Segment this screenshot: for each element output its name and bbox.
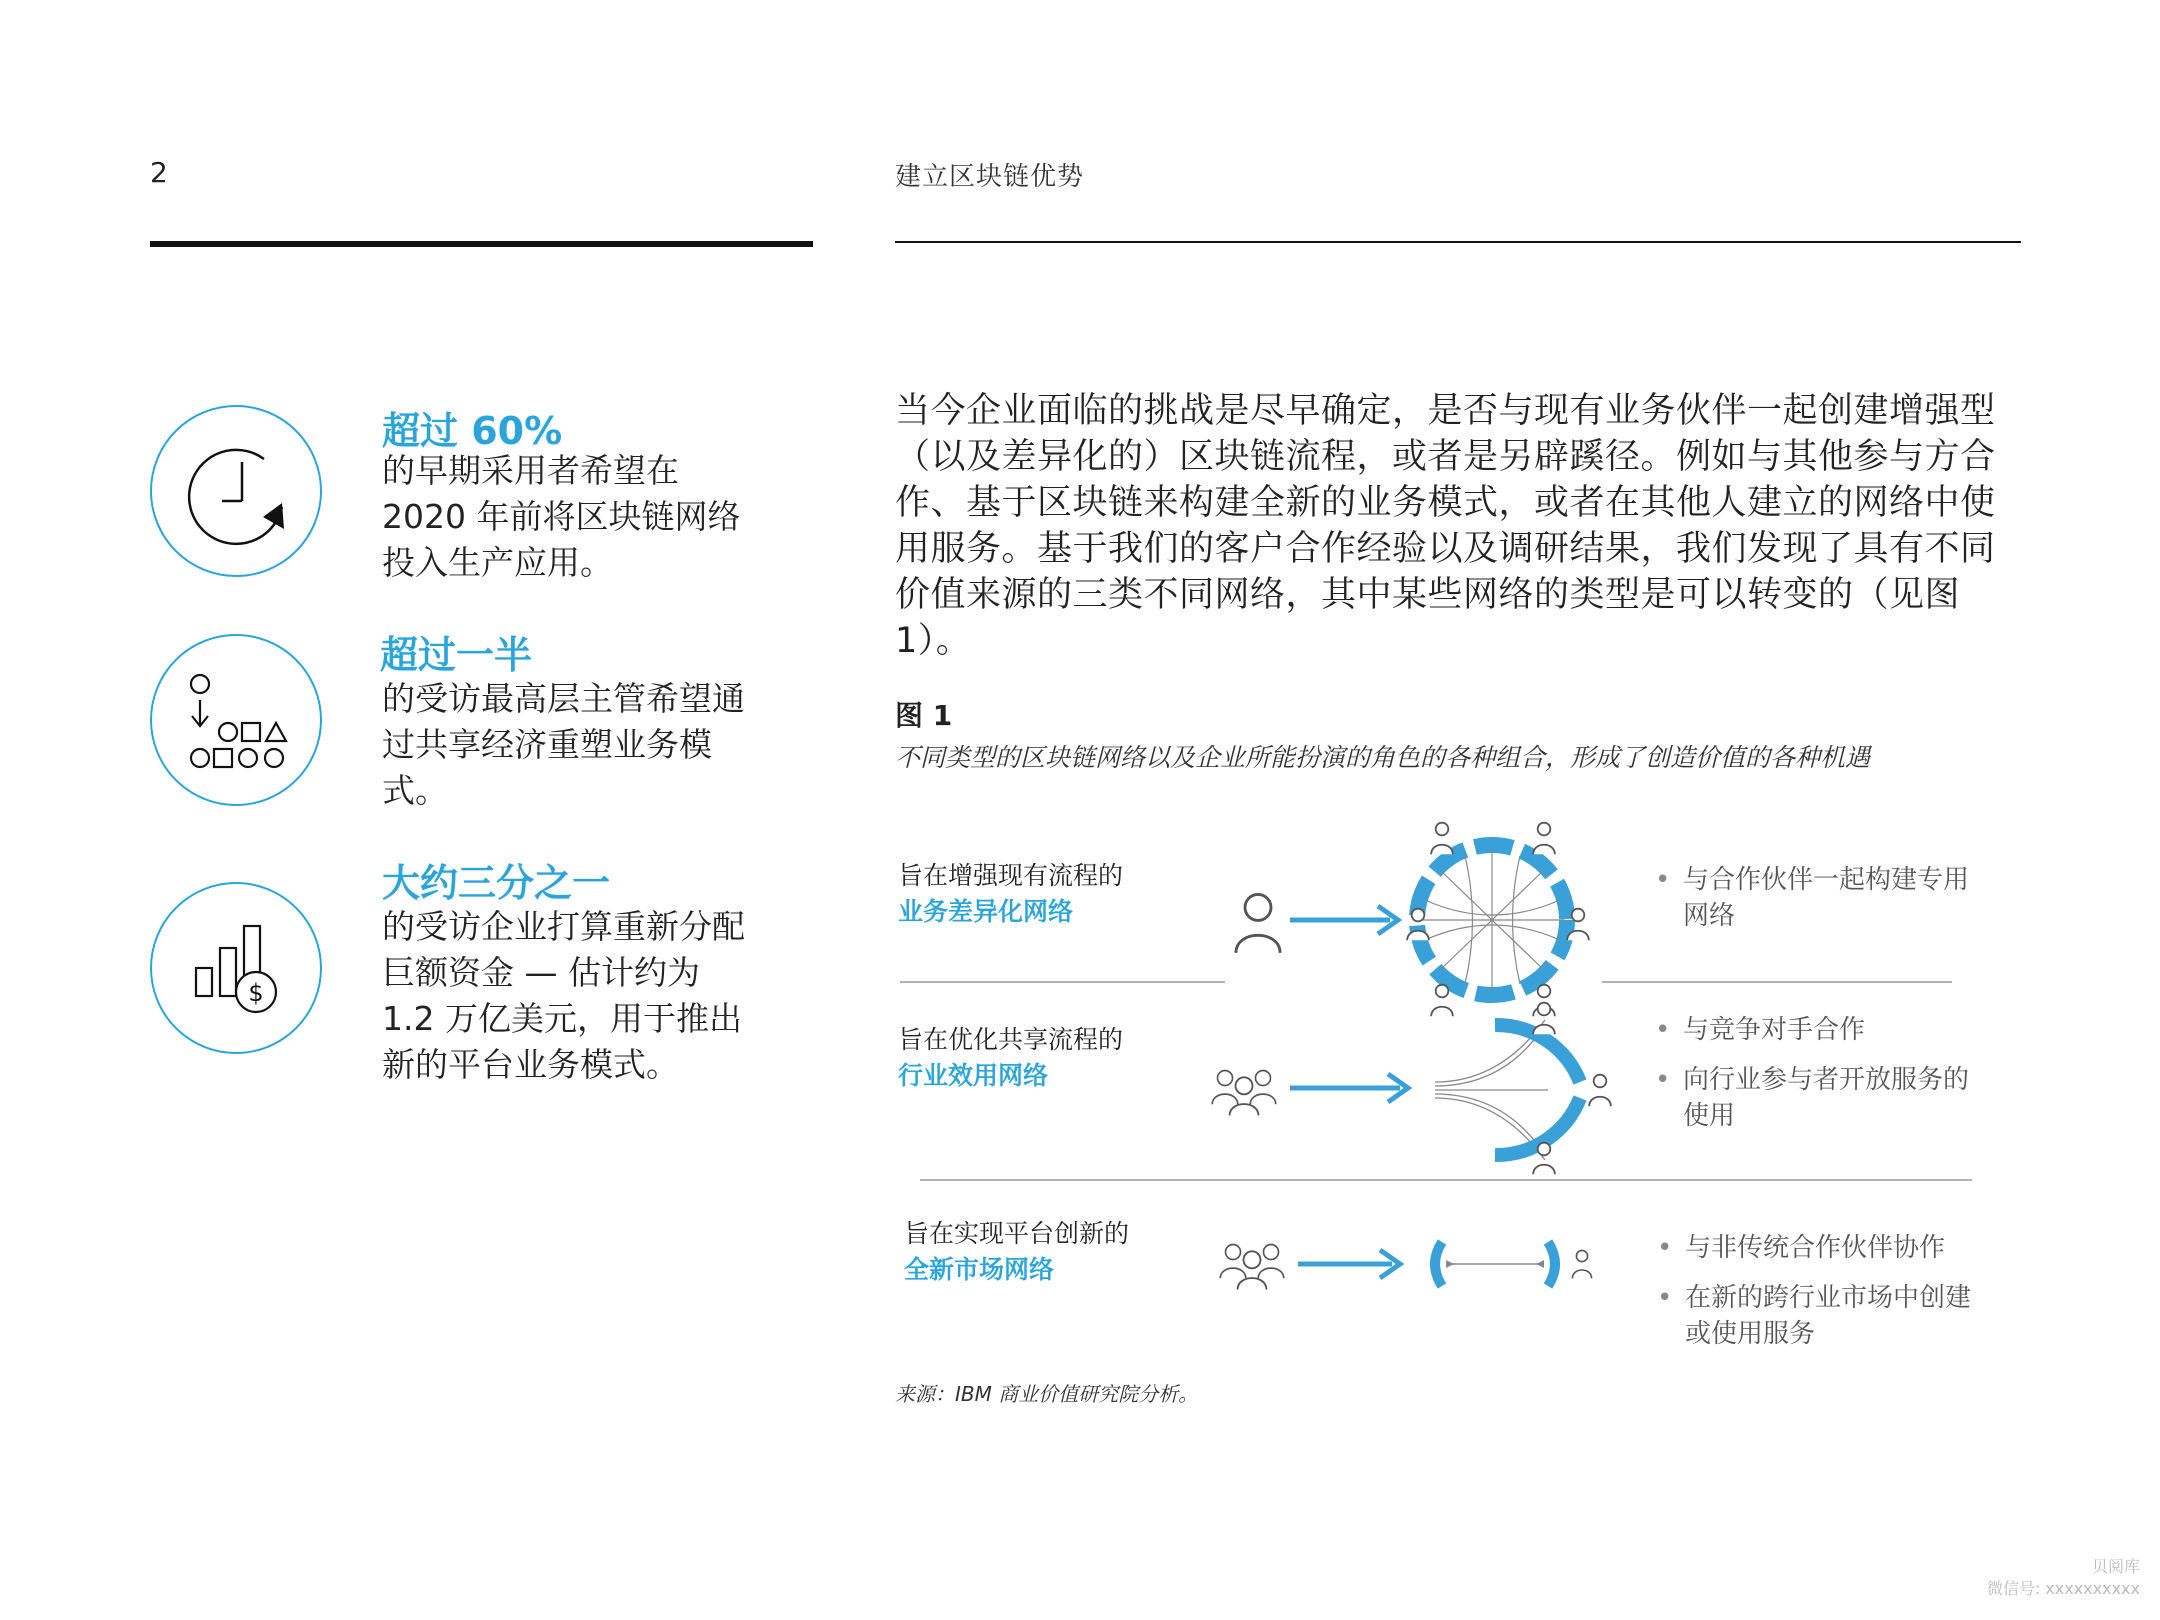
running-title: 建立区块链优势	[895, 162, 1085, 192]
row-lead-1: 旨在增强现有流程的	[898, 861, 1124, 890]
stat-icon-circle-1	[150, 405, 322, 577]
stat-body-3: 的受访企业打算重新分配巨额资金 — 估计约为 1.2 万亿美元，用于推出新的平台业务模式。	[382, 907, 745, 1084]
participant-icon	[1572, 1250, 1591, 1278]
left-header-rule	[150, 241, 813, 247]
bar-chart-dollar-icon	[152, 884, 324, 1056]
bullet-item: • 与非传统合作伙伴协作	[1657, 1230, 1977, 1266]
watermark	[1987, 1556, 2140, 1600]
bullet-item: • 向行业参与者开放服务的使用	[1655, 1062, 1975, 1134]
group-icon	[1220, 1245, 1284, 1290]
figure-source: 来源：IBM 商业价值研究院分析。	[895, 1382, 1199, 1406]
svg-text:$: $	[248, 979, 264, 1007]
industry-utility-network-graphic	[1212, 1003, 1611, 1174]
page-number: 2	[150, 156, 168, 189]
stat-title-3: 大约三分之一	[382, 861, 611, 905]
stat-body-1: 的早期采用者希望在 2020 年前将区块链网络投入生产应用。	[382, 451, 741, 582]
participant-icon	[1533, 1003, 1555, 1034]
row-lead-2: 旨在优化共享流程的	[898, 1025, 1124, 1054]
group-icon	[1212, 1071, 1276, 1116]
stat-title-2: 超过一半	[380, 633, 533, 677]
stat-icon-circle-2	[150, 634, 322, 806]
row-lead-3: 旨在实现平台创新的	[904, 1219, 1130, 1248]
network-diagram	[880, 820, 1980, 1340]
business-network-graphic	[1236, 823, 1589, 1017]
stat-body-2: 的受访最高层主管希望通过共享经济重塑业务模式。	[382, 679, 745, 810]
figure-label: 图 1	[895, 699, 953, 732]
intro-paragraph: 当今企业面临的挑战是尽早确定，是否与现有业务伙伴一起创建增强型（以及差异化的）区块链流程，或者是另辟蹊径。例如与其他参与方合作、基于区块链来构建全新的业务模式，或者在其他人建立的网络中使用服务。基于我们的客户合作经验以及调研结果，我们发现了具有不同价值来源的三类不同网络，其中某些网络的类型是可以转变的（见图 1）。	[895, 391, 1996, 661]
new-market-network-graphic	[1220, 1242, 1591, 1290]
bullet-item: • 与合作伙伴一起构建专用网络	[1655, 862, 1975, 934]
figure-caption: 不同类型的区块链网络以及企业所能扮演的角色的各种组合，形成了创造价值的各种机遇	[895, 743, 1871, 772]
row-name-1: 业务差异化网络	[898, 897, 1074, 926]
bullet-item: • 与竞争对手合作	[1655, 1012, 1975, 1048]
clock-arrow-icon	[152, 407, 324, 579]
bullet-item: • 在新的跨行业市场中创建或使用服务	[1657, 1280, 1977, 1352]
right-header-rule	[895, 241, 2021, 243]
shapes-transform-icon	[152, 636, 324, 808]
participant-icon	[1589, 1075, 1611, 1107]
participant-icon	[1431, 823, 1453, 855]
row-name-3: 全新市场网络	[904, 1255, 1055, 1284]
watermark-name: 贝阅库	[2091, 1557, 2140, 1576]
person-icon	[1236, 894, 1280, 953]
row-name-2: 行业效用网络	[898, 1061, 1049, 1090]
stat-icon-circle-3	[150, 882, 322, 1054]
watermark-id: 微信号: xxxxxxxxxx	[1986, 1579, 2140, 1598]
stat-title-1: 超过 60%	[382, 409, 563, 453]
participant-icon	[1533, 823, 1555, 855]
